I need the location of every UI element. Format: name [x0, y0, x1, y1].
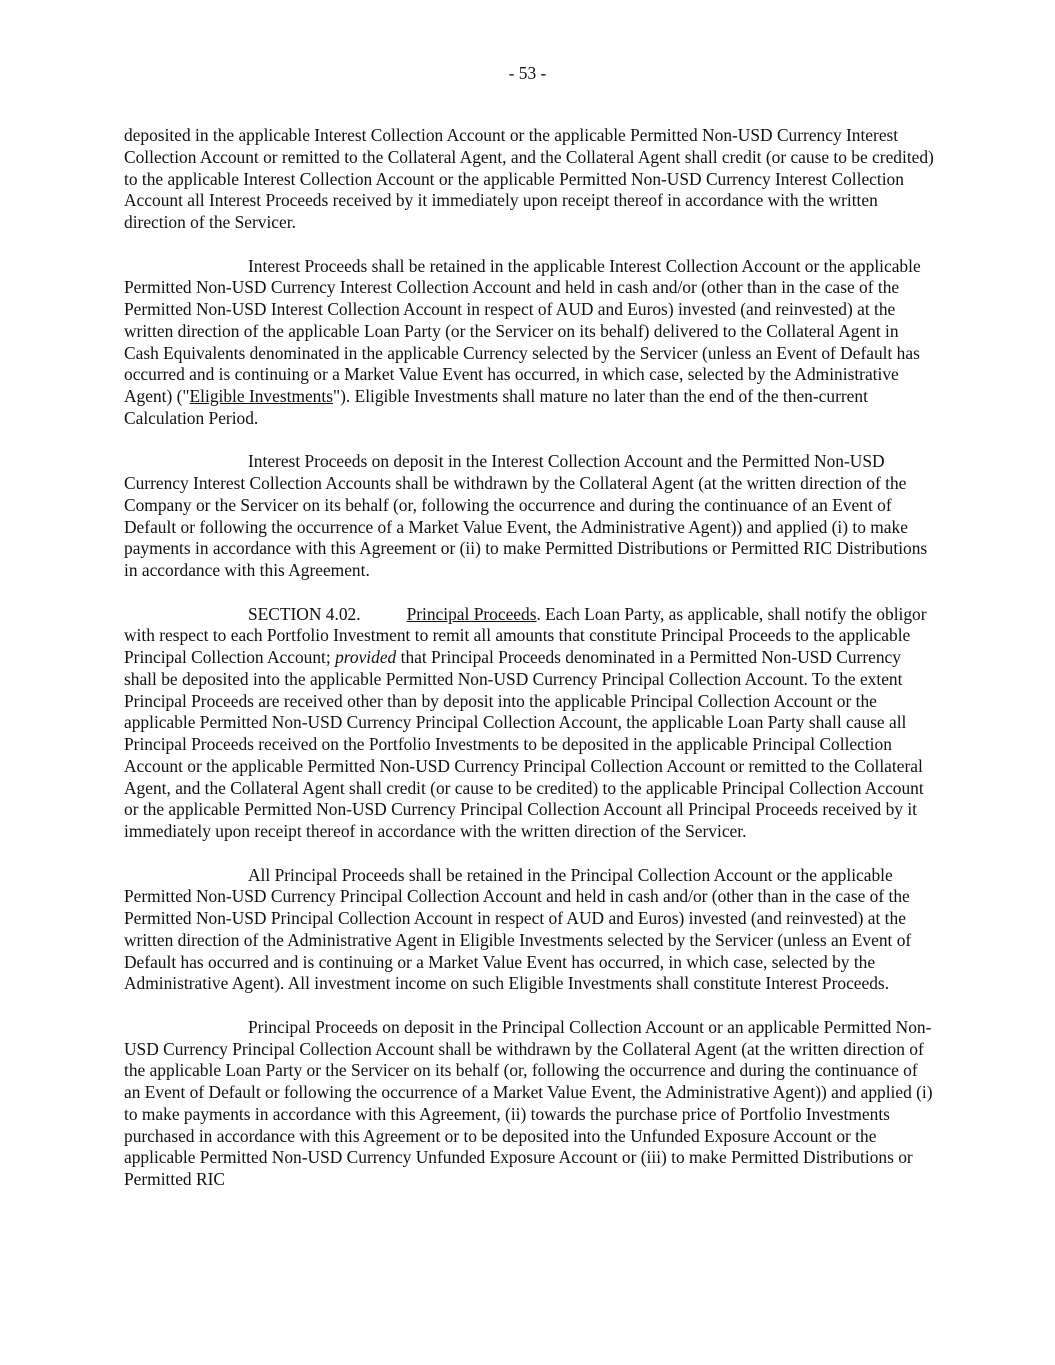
document-body: [124, 125, 934, 1213]
paragraph-4-text-b: that Principal Proceeds denominated in a Permitted Non-USD Currency shall be deposited into the applicable Permitted Non-USD Currency Principal Collection Account. To the extent Principal Proceeds are received other than by deposit into the applicable Principal Collection Account or the applicable Permitted Non-USD Currency Principal Collection Account, the applicable Loan Party shall cause all Principal Proceeds received on the Portfolio Investments to be deposited in the applicable Principal Collection Account or the applicable Permitted Non-USD Currency Principal Collection Account or remitted to the Collateral Agent, and the Collateral Agent shall credit (or cause to be credited) to the applicable Principal Collection Account or the applicable Permitted Non-USD Currency Principal Collection Account all Principal Proceeds received by it immediately upon receipt thereof in accordance with the written direction of the Servicer.: [124, 647, 924, 841]
paragraph-6: Principal Proceeds on deposit in the Principal Collection Account or an applicable Permitted Non-USD Currency Principal Collection Account shall be withdrawn by the Collateral Agent (at the written direction of the applicable Loan Party or the Servicer on its behalf (or, following the occurrence and during the continuance of an Event of Default or following the occurrence of a Market Value Event, the Administrative Agent)) and applied (i) to make payments in accordance with this Agreement, (ii) towards the purchase price of Portfolio Investments purchased in accordance with this Agreement or to be deposited into the Unfunded Exposure Account or the applicable Permitted Non-USD Currency Unfunded Exposure Account or (iii) to make Permitted Distributions or Permitted RIC: [124, 1016, 933, 1189]
paragraph-4-text-a: . Each Loan Party, as applicable, shall notify the obligor with respect to each Portfolio Investment to remit all amounts that constitute Principal Proceeds to the applicable Principal Collection Account;: [124, 603, 927, 667]
paragraph-1: deposited in the applicable Interest Collection Account or the applicable Permitted Non-USD Currency Interest Collection Account or remitted to the Collateral Agent, and the Collateral Agent shall credit (or cause to be credited) to the applicable Interest Collection Account or the applicable Permitted Non-USD Currency Interest Collection Account all Interest Proceeds received by it immediately upon receipt thereof in accordance with the written direction of the Servicer.: [124, 125, 934, 232]
paragraph-2: [124, 256, 934, 430]
italic-provided: provided: [335, 647, 397, 667]
paragraph-3: Interest Proceeds on deposit in the Interest Collection Account and the Permitted Non-USD Currency Interest Collection Accounts shall be withdrawn by the Collateral Agent (at the written direction of the Company or the Servicer on its behalf (or, following the occurrence and during the continuance of an Event of Default or following the occurrence of a Market Value Event, the Administrative Agent)) and applied (i) to make payments in accordance with this Agreement or (ii) to make Permitted Distributions or Permitted RIC Distributions in accordance with this Agreement.: [124, 451, 928, 580]
paragraph-2-text-b: "). Eligible Investments shall mature no later than the end of the then-current Calculation Period.: [124, 386, 868, 428]
paragraph-5: All Principal Proceeds shall be retained in the Principal Collection Account or the applicable Permitted Non-USD Currency Principal Collection Account and held in cash and/or (other than in the case of the Permitted Non-USD Principal Collection Account in respect of AUD and Euros) invested (and reinvested) at the written direction of the Administrative Agent in Eligible Investments selected by the Servicer (unless an Event of Default has occurred and is continuing or a Market Value Event has occurred, in which case, selected by the Administrative Agent). All investment income on such Eligible Investments shall constitute Interest Proceeds.: [124, 864, 912, 994]
section-number: SECTION 4.02.: [248, 603, 361, 624]
paragraph-2-text-a: Interest Proceeds shall be retained in the applicable Interest Collection Account or the applicable Permitted Non-USD Currency Interest Collection Account and held in cash and/or (other than in the case of the Permitted Non-USD Interest Collection Account in respect of AUD and Euros) invested (and reinvested) at the written direction of the applicable Loan Party (or the Servicer on its behalf) delivered to the Collateral Agent in Cash Equivalents denominated in the applicable Currency selected by the Servicer (unless an Event of Default has occurred and is continuing or a Market Value Event has occurred, in which case, selected by the Administrative Agent) (": [124, 255, 921, 406]
page-number: - 53 -: [508, 63, 547, 83]
defined-term-eligible-investments: Eligible Investments: [189, 386, 333, 406]
section-heading: Principal Proceeds: [406, 603, 537, 624]
paragraph-4: [124, 604, 934, 843]
